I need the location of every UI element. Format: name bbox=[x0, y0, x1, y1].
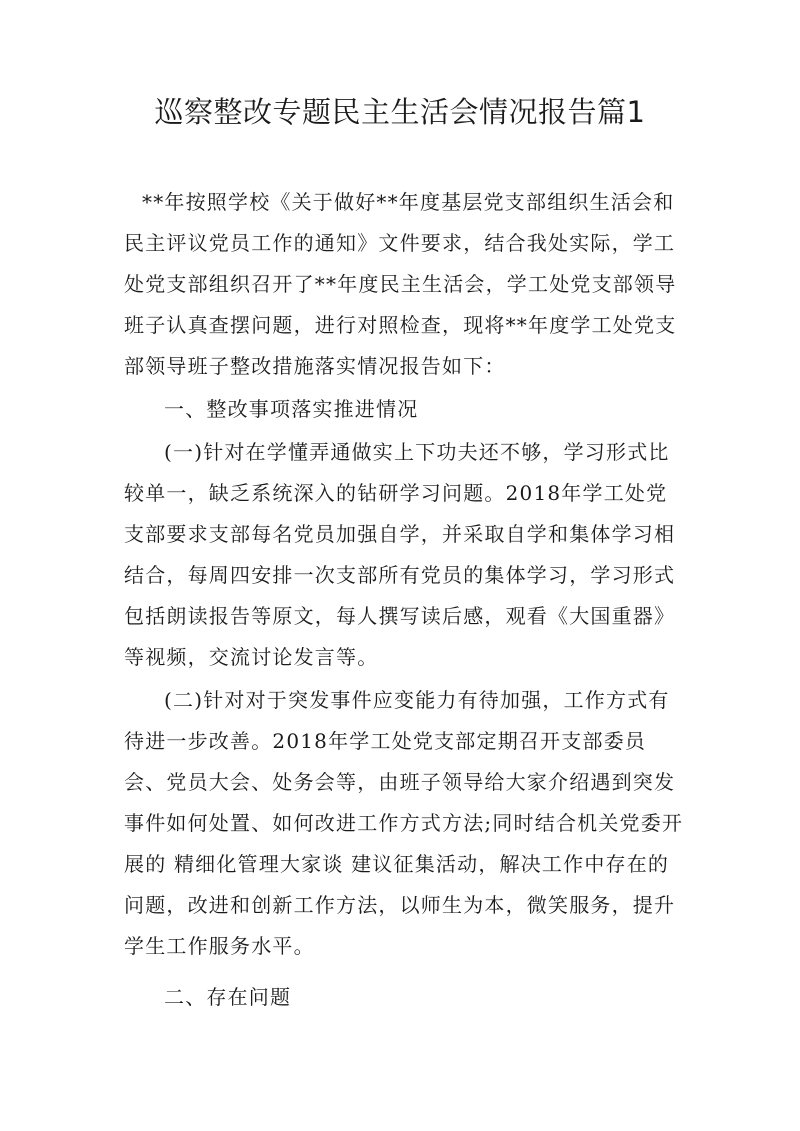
rectification-item-1: (一)针对在学懂弄通做实上下功夫还不够，学习形式比较单一，缺乏系统深入的钻研学习问题。2018年学工处党支部要求支部每名党员加强自学，并采取自学和集体学习相结合，每周四安排一次支部所有党员的集体学习，学习形式包括朗读报告等原文，每人撰写读后感，观看《大国重器》等视频，交流讨论发言等。 bbox=[124, 440, 676, 669]
document-body bbox=[124, 182, 686, 1018]
section-heading-1: 一、整改事项落实推进情况 bbox=[164, 397, 419, 421]
section-heading-2: 二、存在问题 bbox=[164, 985, 292, 1009]
document-title: 巡察整改专题民主生活会情况报告篇1 bbox=[154, 95, 646, 129]
rectification-item-2: (二)针对对于突发事件应变能力有待加强，工作方式有待进一步改善。2018年学工处党支部定期召开支部委员会、党员大会、处务会等，由班子领导给大家介绍遇到突发事件如何处置、如何改进工作方式方法;同时结合机关党委开展的 精细化管理大家谈 建议征集活动，解决工作中存在的问题，改进和创新工作方法，以师生为本，微笑服务，提升学生工作服务水平。 bbox=[124, 688, 684, 958]
intro-paragraph: **年按照学校《关于做好**年度基层党支部组织生活会和民主评议党员工作的通知》文件要求，结合我处实际，学工处党支部组织召开了**年度民主生活会，学工处党支部领导班子认真查摆问题，进行对照检查，现将**年度学工处党支部领导班子整改措施落实情况报告如下： bbox=[124, 190, 677, 378]
